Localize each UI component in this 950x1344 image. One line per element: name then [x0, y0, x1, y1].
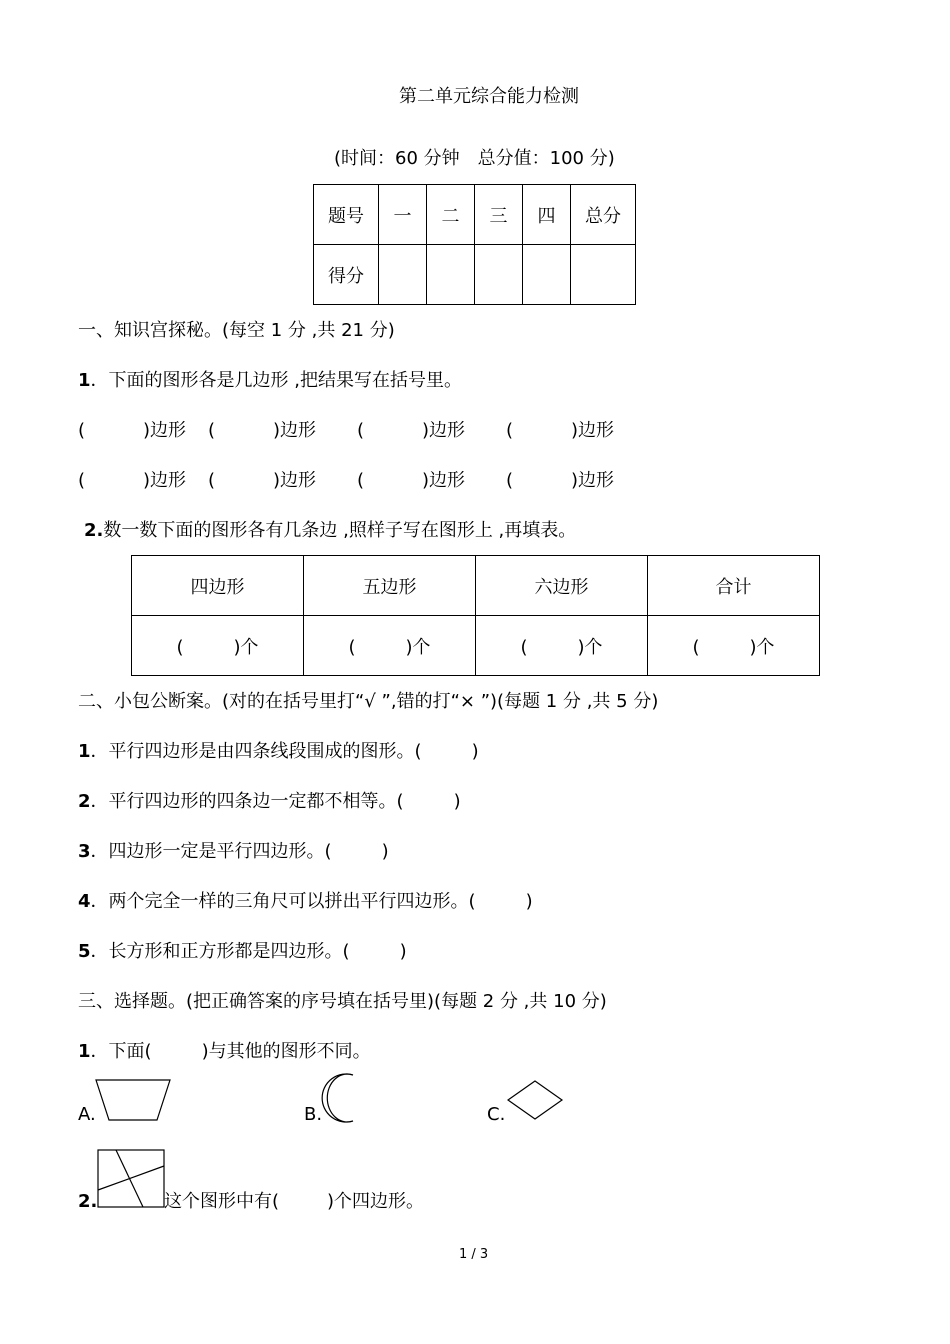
- score-table: [313, 184, 636, 305]
- blank-open: (: [506, 470, 514, 491]
- count-cell[interactable]: ( )个: [132, 616, 304, 676]
- blank-suffix: )边形: [143, 470, 187, 491]
- blank-suffix: )边形: [571, 470, 615, 491]
- option-b-label: B.: [304, 1104, 323, 1125]
- section1-q2: [84, 520, 576, 542]
- blank-open: (: [78, 420, 86, 441]
- blank-open: (: [506, 420, 514, 441]
- blank-open: (: [357, 420, 365, 441]
- count-header-cell: 合计: [648, 556, 820, 616]
- score-row-label: 得分: [314, 245, 379, 305]
- judge-item: 3．四边形一定是平行四边形。( ): [78, 841, 389, 862]
- score-header-cell: 二: [427, 185, 475, 245]
- blank-suffix: )边形: [273, 470, 317, 491]
- score-header-cell: 总分: [571, 185, 636, 245]
- trapezoid-shape: [94, 1078, 174, 1122]
- score-cell[interactable]: [523, 245, 571, 305]
- score-header-cell: 题号: [314, 185, 379, 245]
- score-header-cell: 四: [523, 185, 571, 245]
- score-header-cell: 一: [379, 185, 427, 245]
- section1-heading: 一、知识宫探秘。(每空 1 分 ,共 21 分): [78, 320, 395, 341]
- count-cell[interactable]: ( )个: [648, 616, 820, 676]
- score-cell[interactable]: [571, 245, 636, 305]
- score-header-cell: 三: [475, 185, 523, 245]
- question-text: 数一数下面的图形各有几条边 ,照样子写在图形上 ,再填表。: [103, 520, 577, 541]
- blank-suffix: )边形: [571, 420, 615, 441]
- page-subtitle: (时间：60 分钟 总分值：100 分): [334, 148, 615, 169]
- section3-heading: 三、选择题。(把正确答案的序号填在括号里)(每题 2 分 ,共 10 分): [78, 991, 607, 1012]
- choice-question-2: 这个图形中有( )个四边形。: [164, 1191, 425, 1212]
- score-cell[interactable]: [379, 245, 427, 305]
- blank-suffix: )边形: [143, 420, 187, 441]
- option-c-label: C.: [487, 1104, 506, 1125]
- count-header-cell: 五边形: [304, 556, 476, 616]
- question-number: 2.: [78, 1191, 98, 1212]
- question-number: 2.: [84, 520, 104, 541]
- option-a-label: A.: [78, 1104, 96, 1125]
- crescent-shape: [320, 1073, 360, 1123]
- blank-open: (: [208, 420, 216, 441]
- blank-open: (: [357, 470, 365, 491]
- score-cell[interactable]: [475, 245, 523, 305]
- page-title: 第二单元综合能力检测: [399, 86, 579, 107]
- section1-q1: [78, 370, 462, 392]
- rhombus-shape: [505, 1079, 565, 1123]
- judge-item: 5．长方形和正方形都是四边形。( ): [78, 941, 407, 962]
- blank-suffix: )边形: [422, 470, 466, 491]
- count-header-cell: 六边形: [476, 556, 648, 616]
- score-cell[interactable]: [427, 245, 475, 305]
- count-header-cell: 四边形: [132, 556, 304, 616]
- count-table: [131, 555, 820, 676]
- page-number: 1 / 3: [459, 1247, 489, 1262]
- question-text: ．下面的图形各是几边形 ,把结果写在括号里。: [90, 370, 462, 391]
- blank-suffix: )边形: [422, 420, 466, 441]
- choice-question-1: 1．下面( )与其他的图形不同。: [78, 1041, 371, 1062]
- count-cell[interactable]: ( )个: [304, 616, 476, 676]
- question-number: 1: [78, 370, 91, 391]
- judge-item: 4．两个完全一样的三角尺可以拼出平行四边形。( ): [78, 891, 533, 912]
- blank-open: (: [208, 470, 216, 491]
- divided-square-figure: [97, 1149, 167, 1209]
- blank-open: (: [78, 470, 86, 491]
- section2-heading: 二、小包公断案。(对的在括号里打“√ ”,错的打“× ”)(每题 1 分 ,共 5 分): [78, 691, 659, 712]
- judge-item: 2．平行四边形的四条边一定都不相等。( ): [78, 791, 461, 812]
- blank-suffix: )边形: [273, 420, 317, 441]
- count-cell[interactable]: ( )个: [476, 616, 648, 676]
- judge-item: 1．平行四边形是由四条线段围成的图形。( ): [78, 741, 479, 762]
